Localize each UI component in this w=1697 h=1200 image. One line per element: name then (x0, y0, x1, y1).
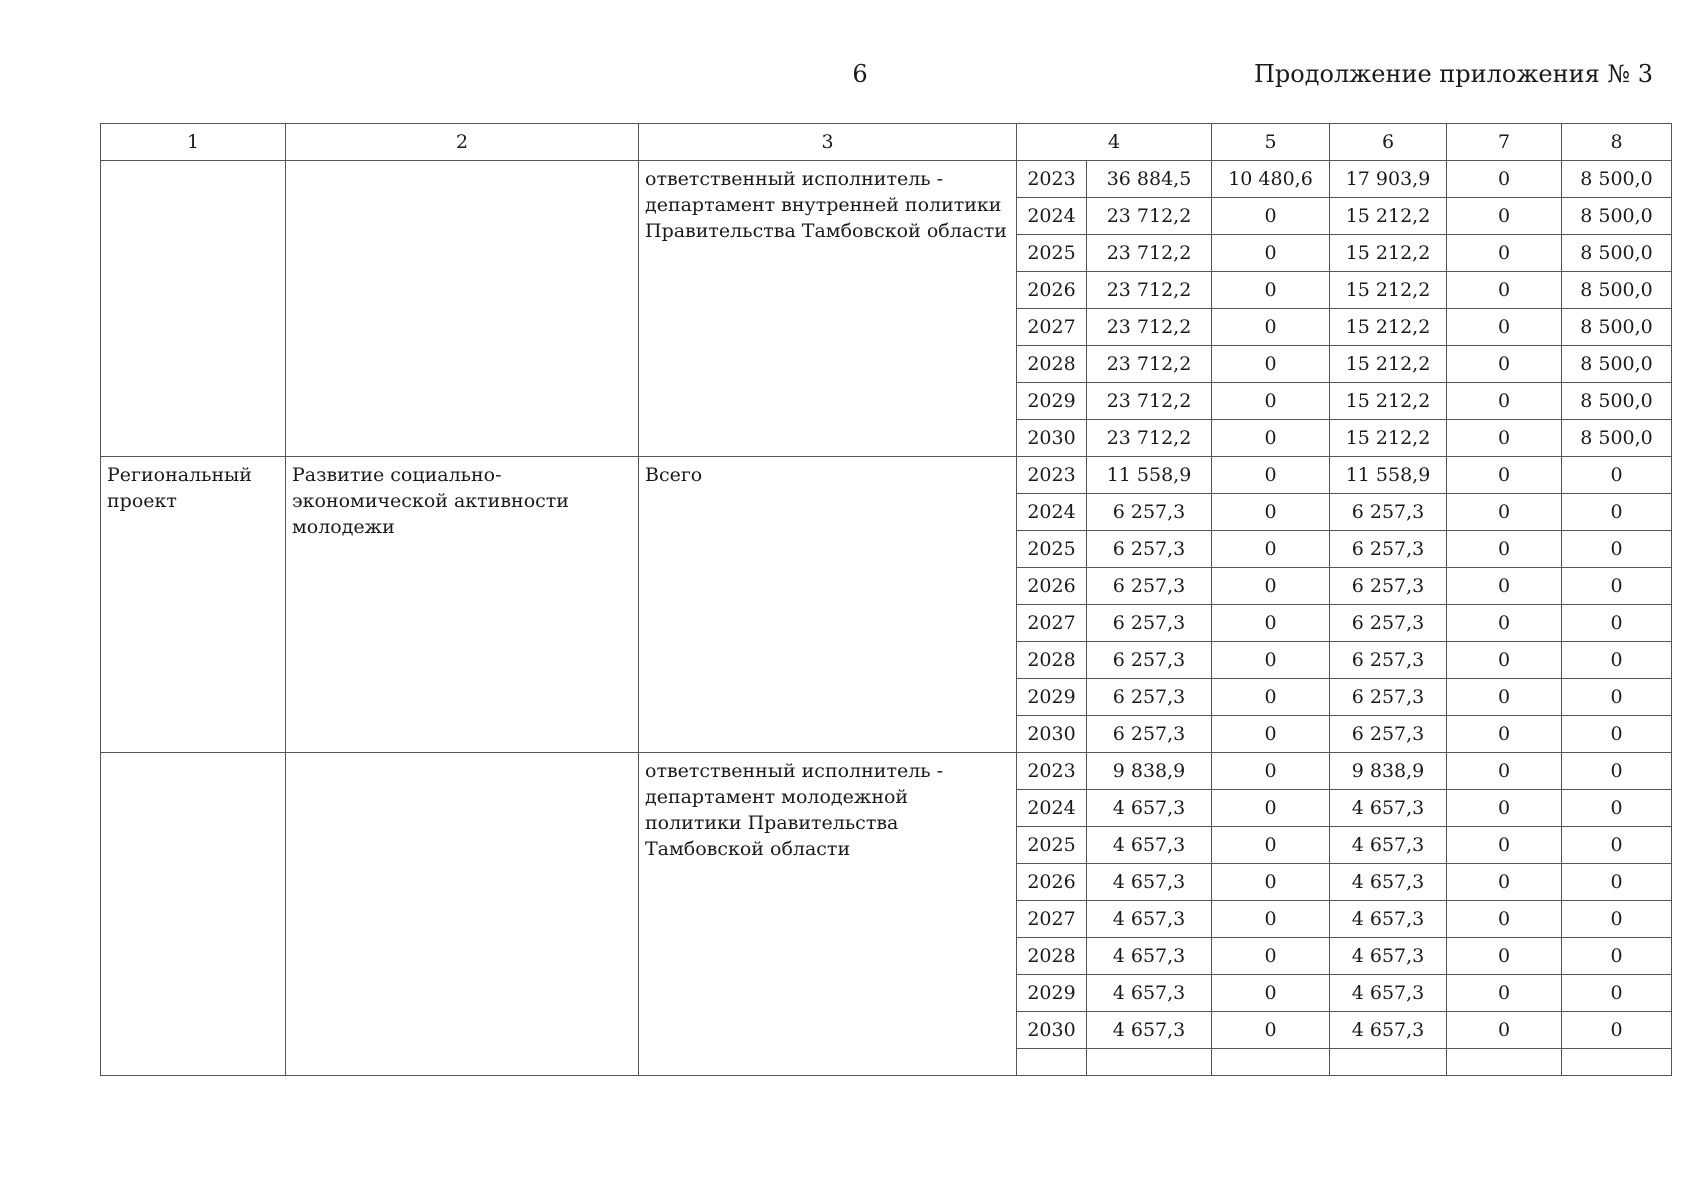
year-cell: 2025 (1017, 827, 1087, 864)
municipal-cell: 0 (1447, 420, 1562, 457)
row-title-cell (286, 161, 639, 457)
total-cell: 6 257,3 (1087, 568, 1212, 605)
extrabudget-cell: 0 (1562, 938, 1672, 975)
total-cell: 6 257,3 (1087, 605, 1212, 642)
total-cell: 23 712,2 (1087, 309, 1212, 346)
regional-cell: 6 257,3 (1330, 642, 1447, 679)
regional-cell: 4 657,3 (1330, 975, 1447, 1012)
total-cell: 6 257,3 (1087, 679, 1212, 716)
federal-cell: 0 (1212, 827, 1330, 864)
federal-cell: 0 (1212, 975, 1330, 1012)
row-type-cell: Региональный проект (101, 457, 286, 753)
extrabudget-cell: 0 (1562, 716, 1672, 753)
regional-cell: 6 257,3 (1330, 716, 1447, 753)
year-cell: 2023 (1017, 457, 1087, 494)
extrabudget-cell: 0 (1562, 827, 1672, 864)
federal-cell: 0 (1212, 642, 1330, 679)
extrabudget-cell: 0 (1562, 753, 1672, 790)
municipal-cell: 0 (1447, 790, 1562, 827)
regional-cell: 4 657,3 (1330, 1012, 1447, 1049)
row-title-cell (286, 753, 639, 1076)
regional-cell: 15 212,2 (1330, 235, 1447, 272)
regional-cell: 15 212,2 (1330, 383, 1447, 420)
regional-cell: 15 212,2 (1330, 272, 1447, 309)
regional-cell: 15 212,2 (1330, 198, 1447, 235)
year-cell: 2026 (1017, 568, 1087, 605)
municipal-cell: 0 (1447, 309, 1562, 346)
federal-cell: 0 (1212, 235, 1330, 272)
total-cell: 6 257,3 (1087, 494, 1212, 531)
regional-cell: 15 212,2 (1330, 346, 1447, 383)
extrabudget-cell: 0 (1562, 531, 1672, 568)
regional-cell: 6 257,3 (1330, 531, 1447, 568)
municipal-cell: 0 (1447, 827, 1562, 864)
total-cell: 6 257,3 (1087, 716, 1212, 753)
extrabudget-cell: 8 500,0 (1562, 198, 1672, 235)
header-cell: 4 (1017, 124, 1212, 161)
year-cell: 2030 (1017, 420, 1087, 457)
municipal-cell: 0 (1447, 531, 1562, 568)
year-cell: 2025 (1017, 235, 1087, 272)
total-cell: 23 712,2 (1087, 198, 1212, 235)
total-cell: 4 657,3 (1087, 1012, 1212, 1049)
regional-cell: 9 838,9 (1330, 753, 1447, 790)
total-cell: 23 712,2 (1087, 420, 1212, 457)
year-cell: 2030 (1017, 1012, 1087, 1049)
regional-cell: 6 257,3 (1330, 494, 1447, 531)
federal-cell: 0 (1212, 605, 1330, 642)
year-cell: 2027 (1017, 901, 1087, 938)
regional-cell: 17 903,9 (1330, 161, 1447, 198)
extrabudget-cell: 8 500,0 (1562, 272, 1672, 309)
header-cell: 2 (286, 124, 639, 161)
extrabudget-cell: 8 500,0 (1562, 309, 1672, 346)
header-cell: 6 (1330, 124, 1447, 161)
federal-cell: 0 (1212, 1012, 1330, 1049)
total-cell: 9 838,9 (1087, 753, 1212, 790)
year-cell: 2023 (1017, 753, 1087, 790)
total-cell: 4 657,3 (1087, 901, 1212, 938)
empty-cell (1330, 1049, 1447, 1076)
total-cell: 11 558,9 (1087, 457, 1212, 494)
total-cell: 23 712,2 (1087, 346, 1212, 383)
federal-cell: 0 (1212, 272, 1330, 309)
federal-cell: 0 (1212, 531, 1330, 568)
total-cell: 4 657,3 (1087, 975, 1212, 1012)
federal-cell: 0 (1212, 716, 1330, 753)
municipal-cell: 0 (1447, 235, 1562, 272)
empty-cell (1017, 1049, 1087, 1076)
header-cell: 5 (1212, 124, 1330, 161)
federal-cell: 0 (1212, 753, 1330, 790)
extrabudget-cell: 0 (1562, 901, 1672, 938)
extrabudget-cell: 0 (1562, 679, 1672, 716)
total-cell: 6 257,3 (1087, 531, 1212, 568)
federal-cell: 0 (1212, 309, 1330, 346)
row-type-cell (101, 161, 286, 457)
federal-cell: 0 (1212, 901, 1330, 938)
table-row (101, 457, 1672, 494)
page-number: 6 (852, 60, 868, 88)
total-cell: 4 657,3 (1087, 790, 1212, 827)
municipal-cell: 0 (1447, 679, 1562, 716)
total-cell: 4 657,3 (1087, 938, 1212, 975)
empty-cell (1087, 1049, 1212, 1076)
empty-cell (1562, 1049, 1672, 1076)
empty-cell (1447, 1049, 1562, 1076)
year-cell: 2027 (1017, 309, 1087, 346)
extrabudget-cell: 0 (1562, 457, 1672, 494)
header-cell: 7 (1447, 124, 1562, 161)
federal-cell: 0 (1212, 457, 1330, 494)
year-cell: 2029 (1017, 383, 1087, 420)
extrabudget-cell: 8 500,0 (1562, 420, 1672, 457)
row-executor-cell: ответственный исполнитель - департамент молодежной политики Правительства Тамбовской области (639, 753, 1017, 1076)
federal-cell: 0 (1212, 864, 1330, 901)
year-cell: 2024 (1017, 198, 1087, 235)
municipal-cell: 0 (1447, 494, 1562, 531)
regional-cell: 6 257,3 (1330, 568, 1447, 605)
municipal-cell: 0 (1447, 1012, 1562, 1049)
year-cell: 2024 (1017, 790, 1087, 827)
row-title-cell: Развитие социально-экономической активности молодежи (286, 457, 639, 753)
total-cell: 4 657,3 (1087, 827, 1212, 864)
federal-cell: 0 (1212, 494, 1330, 531)
year-cell: 2024 (1017, 494, 1087, 531)
municipal-cell: 0 (1447, 568, 1562, 605)
extrabudget-cell: 0 (1562, 605, 1672, 642)
header-cell: 1 (101, 124, 286, 161)
year-cell: 2026 (1017, 272, 1087, 309)
extrabudget-cell: 0 (1562, 975, 1672, 1012)
municipal-cell: 0 (1447, 938, 1562, 975)
year-cell: 2025 (1017, 531, 1087, 568)
extrabudget-cell: 8 500,0 (1562, 235, 1672, 272)
federal-cell: 0 (1212, 568, 1330, 605)
regional-cell: 4 657,3 (1330, 901, 1447, 938)
total-cell: 23 712,2 (1087, 383, 1212, 420)
header-cell: 8 (1562, 124, 1672, 161)
extrabudget-cell: 8 500,0 (1562, 161, 1672, 198)
regional-cell: 4 657,3 (1330, 938, 1447, 975)
municipal-cell: 0 (1447, 642, 1562, 679)
year-cell: 2029 (1017, 975, 1087, 1012)
federal-cell: 10 480,6 (1212, 161, 1330, 198)
total-cell: 23 712,2 (1087, 235, 1212, 272)
regional-cell: 6 257,3 (1330, 679, 1447, 716)
total-cell: 36 884,5 (1087, 161, 1212, 198)
extrabudget-cell: 0 (1562, 790, 1672, 827)
regional-cell: 15 212,2 (1330, 309, 1447, 346)
federal-cell: 0 (1212, 198, 1330, 235)
municipal-cell: 0 (1447, 975, 1562, 1012)
extrabudget-cell: 0 (1562, 642, 1672, 679)
row-type-cell (101, 753, 286, 1076)
regional-cell: 4 657,3 (1330, 827, 1447, 864)
municipal-cell: 0 (1447, 753, 1562, 790)
regional-cell: 11 558,9 (1330, 457, 1447, 494)
year-cell: 2027 (1017, 605, 1087, 642)
municipal-cell: 0 (1447, 198, 1562, 235)
year-cell: 2028 (1017, 346, 1087, 383)
municipal-cell: 0 (1447, 161, 1562, 198)
year-cell: 2026 (1017, 864, 1087, 901)
extrabudget-cell: 0 (1562, 864, 1672, 901)
municipal-cell: 0 (1447, 864, 1562, 901)
extrabudget-cell: 0 (1562, 494, 1672, 531)
municipal-cell: 0 (1447, 716, 1562, 753)
federal-cell: 0 (1212, 420, 1330, 457)
header-cell: 3 (639, 124, 1017, 161)
regional-cell: 6 257,3 (1330, 605, 1447, 642)
table-header-row (101, 124, 1672, 161)
budget-table (100, 123, 1672, 1076)
federal-cell: 0 (1212, 790, 1330, 827)
empty-cell (1212, 1049, 1330, 1076)
appendix-continuation-title: Продолжение приложения № 3 (1253, 60, 1653, 88)
regional-cell: 15 212,2 (1330, 420, 1447, 457)
federal-cell: 0 (1212, 679, 1330, 716)
extrabudget-cell: 8 500,0 (1562, 383, 1672, 420)
year-cell: 2029 (1017, 679, 1087, 716)
municipal-cell: 0 (1447, 901, 1562, 938)
municipal-cell: 0 (1447, 272, 1562, 309)
year-cell: 2030 (1017, 716, 1087, 753)
extrabudget-cell: 8 500,0 (1562, 346, 1672, 383)
year-cell: 2023 (1017, 161, 1087, 198)
federal-cell: 0 (1212, 346, 1330, 383)
row-executor-cell: Всего (639, 457, 1017, 753)
budget-table-body (101, 124, 1672, 1076)
extrabudget-cell: 0 (1562, 568, 1672, 605)
total-cell: 23 712,2 (1087, 272, 1212, 309)
total-cell: 4 657,3 (1087, 864, 1212, 901)
municipal-cell: 0 (1447, 457, 1562, 494)
regional-cell: 4 657,3 (1330, 790, 1447, 827)
federal-cell: 0 (1212, 938, 1330, 975)
total-cell: 6 257,3 (1087, 642, 1212, 679)
year-cell: 2028 (1017, 938, 1087, 975)
municipal-cell: 0 (1447, 383, 1562, 420)
municipal-cell: 0 (1447, 605, 1562, 642)
extrabudget-cell: 0 (1562, 1012, 1672, 1049)
row-executor-cell: ответственный исполнитель - департамент внутренней политики Правительства Тамбовской области (639, 161, 1017, 457)
federal-cell: 0 (1212, 383, 1330, 420)
year-cell: 2028 (1017, 642, 1087, 679)
regional-cell: 4 657,3 (1330, 864, 1447, 901)
table-row (101, 161, 1672, 198)
municipal-cell: 0 (1447, 346, 1562, 383)
table-row (101, 753, 1672, 790)
